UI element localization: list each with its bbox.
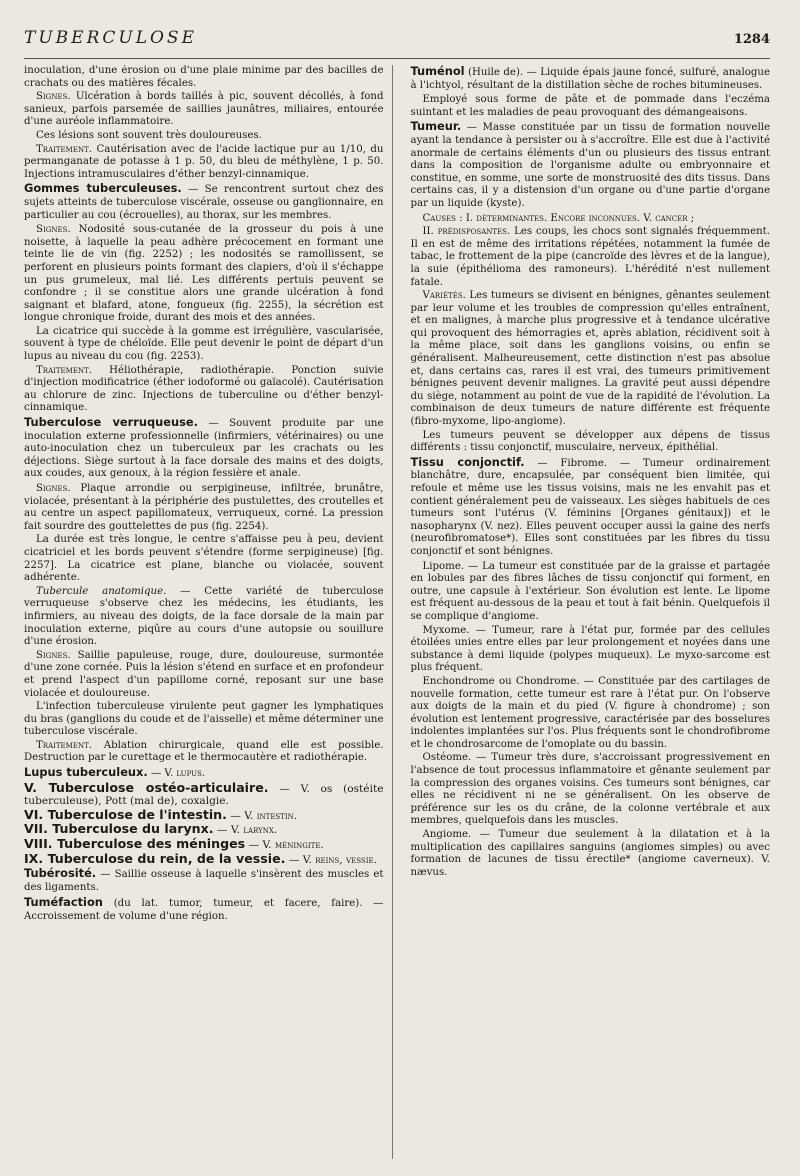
entry-tumeur bbox=[411, 120, 771, 210]
paragraph: Myxome. — Tumeur, rare à l'état pur, formée par des cellules étoilées unies entre elles par leur prolongement et noyées dans une substance à demi liquide (polypes muqueux). Le myxo-sarcome est plus fréquent. bbox=[410, 624, 770, 674]
text: — Souvent produite par une inoculation externe professionnelle (infirmiers, vétérinaires) ou une auto-inoculation chez un tuberculeux par les crachats ou les déjections. Siège surtout à la face dorsale des mains et des doigts, aux coudes, aux genoux, à la région fessière et anale. bbox=[24, 418, 384, 480]
text: — Saillie osseuse à laquelle s'insèrent des muscles et des ligaments. bbox=[24, 869, 384, 893]
text: Héliothérapie, radiothérapie. Ponction suivie d'injection modificatrice (éther iodoformé ou gaïacolé). Cautérisation au chlorure de zinc. Injections de tuberculine ou d'éther benzyl-cinnamique. bbox=[24, 364, 384, 414]
label: Signes. bbox=[36, 91, 71, 103]
label: Signes. bbox=[36, 224, 71, 236]
entry-tubercule-anatomique bbox=[24, 586, 384, 649]
paragraph bbox=[411, 290, 771, 429]
entry-verruqueuse bbox=[24, 416, 384, 481]
text: Les tumeurs se divisent en bénignes, gênantes seulement par leur volume et les troubles de compression qu'elles entraînent, et en malignes, à marche plus progressive et à tendance ulcérative qui provoquent des hémorragies et, après ablation, récidivent soit à la même place, soit dans les ganglions voisins, ou enfin se généralisent. Malheureusement, cette distinction n'est pas absolue et, dans certains cas, rares il est vrai, des tumeurs primitivement bénignes peuvent devenir malignes. La gravité peut aussi dépendre du siège, notamment au point de vue de la rapidité de l'évolution. La combinaison de deux tumeurs de nature différente est fréquente (fibro-myxome, lipo-angiome). bbox=[410, 290, 770, 428]
entry-tuberosite bbox=[24, 867, 384, 894]
entry-tumenol bbox=[411, 65, 771, 92]
text: — Cette variété de tuberculose verruqueuse s'observe chez les médecins, les étudiants, les infirmiers, au niveau des doigts, de la face dorsale de la main par inoculation externe, piqûre au cours d'une autopsie ou souillure d'une érosion. bbox=[24, 585, 384, 648]
entry-lupus bbox=[24, 766, 384, 781]
entry-heading: VIII. Tuberculose des méninges bbox=[24, 836, 246, 852]
paragraph bbox=[24, 740, 384, 765]
paragraph bbox=[411, 226, 771, 289]
text: — Se rencontrent surtout chez des sujets atteints de tuberculose viscérale, osseuse ou ganglionnaire, en particulier au cou (écrouelles), au thorax, sur les membres. bbox=[24, 184, 384, 221]
paragraph bbox=[24, 144, 384, 182]
entry-heading: V. Tuberculose ostéo-articulaire. bbox=[24, 779, 269, 795]
text: (Huile de). — Liquide épais jaune foncé, sulfuré, analogue à l'ichtyol, résultant de la distillation sèche de roches bitumineuses. bbox=[410, 67, 770, 91]
running-title: TUBERCULOSE bbox=[24, 28, 197, 48]
entry-heading: Tuménol bbox=[410, 65, 465, 78]
entry-heading: Tuberculose verruqueuse. bbox=[24, 415, 198, 430]
label: Signes. bbox=[36, 483, 71, 494]
paragraph: inoculation, d'une érosion ou d'une plaie minime par des bacilles de crachats ou des matières fécales. bbox=[24, 65, 384, 89]
paragraph: L'infection tuberculeuse virulente peut gagner les lymphatiques du bras (ganglions du coude et de l'aisselle) et même déterminer une tuberculose viscérale. bbox=[24, 701, 384, 738]
entry-heading: Tubercule anatomique. bbox=[36, 585, 167, 597]
page-header bbox=[24, 26, 770, 54]
paragraph: Ostéome. — Tumeur très dure, s'accroissant progressivement en l'absence de tout processus inflammatoire et gênante seulement par la compression des organes voisins. Ces tumeurs sont bénignes, car elles ne récidivent ni ne se généralisent. On les observe de préférence sur les os du crâne, de la colonne vertébrale et aux membres, quelquefois dans les muscles. bbox=[410, 752, 770, 827]
text: — Fibrome. — Tumeur ordinairement blanchâtre, dure, encapsulée, par conséquent bien limitée, qui refoule et même use les tissus voisins, mais ne les envahit pas et contient généralement peu de vaisseaux. Les sièges habituels de ces tumeurs sont l'utérus (V. féminins [Organes génitaux]) et le nasopharynx (V. nez). Elles peuvent occuper aussi la gaine des nerfs (neurofibromatose*). Elles sont constituées par les fibres du tissu conjonctif et sont bénignes. bbox=[410, 457, 770, 557]
paragraph: Employé sous forme de pâte et de pommade dans l'eczéma suintant et les maladies de peau provoquant des démangeaisons. bbox=[410, 94, 770, 118]
text: — V. méningite. bbox=[245, 839, 324, 852]
paragraph: Lipome. — La tumeur est constituée par de la graisse et partagée en lobules par des fibres lâches de tissu conjonctif qui forment, en outre, une capsule à l'extérieur. Son évolution est lente. Le lipome est fréquent au-dessous de la peau et tout à fait bénin. Quelquefois il se complique d'angiome. bbox=[410, 560, 770, 622]
paragraph: Ces lésions sont souvent très douloureuses. bbox=[36, 129, 262, 141]
text: Ulcération à bords taillés à pic, souvent décollés, à fond sanieux, parfois parsemée de saillies jaunâtres, miliaires, entourée d'une auréole inflammatoire. bbox=[24, 91, 384, 128]
label: Traitement. bbox=[36, 143, 92, 155]
text: Nodosité sous-cutanée de la grosseur du pois à une noisette, à laquelle la peau adhère précocement en formant une teinte lie de vin (fig. 2252) ; les nodosités se ramollissent, se perforent en plusieurs points formant des clapiers, d'où il s'échappe un pus grumeleux, mal lié. Les différents pertuis peuvent se confondre ; il se constitue alors une grande ulcération à fond saignant et blafard, atone, fongueux (fig. 2255), la sécrétion est longue chronique froide, durant des mois et des années. bbox=[24, 224, 384, 324]
paragraph: La cicatrice qui succède à la gomme est irrégulière, vascularisée, souvent à type de chéloïde. Elle peut devenir le point de départ d'un lupus au niveau du cou (fig. 2253). bbox=[24, 325, 384, 363]
paragraph: Angiome. — Tumeur due seulement à la dilatation et à la multiplication des capillaires sanguins (angiomes simples) ou avec formation de lacunes de tissu érectile* (angiome caverneux). V. nævus. bbox=[410, 829, 770, 878]
paragraph: La durée est très longue, le centre s'affaisse peu à peu, devient cicatriciel et les bords peuvent s'étendre (forme serpigineuse) [fig. 2257]. La cicatrice est plane, blanche ou violacée, souvent adhérente. bbox=[24, 534, 384, 584]
entry-heading: Tissu conjonctif. bbox=[410, 454, 525, 469]
text: Cautérisation avec de l'acide lactique pur au 1/10, du permanganate de potasse à 1 p. 50, du bleu de méthylène, 1 p. 50. Injections intramusculaires d'éther benzyl-cinnamique. bbox=[24, 143, 384, 180]
text: — V. intestin. bbox=[226, 809, 298, 822]
entry-heading: Gommes tuberculeuses. bbox=[24, 181, 182, 196]
entry-larynx bbox=[24, 823, 384, 837]
text: Plaque arrondie ou serpigineuse, infiltrée, brunâtre, violacée, présentant à la périphérie des pustulettes, des croutelles et au centre un aspect papillomateux, verruqueux, corné. La pression fait sourdre des gouttelettes de pus (fig. 2254). bbox=[24, 483, 384, 532]
entry-intestin bbox=[24, 806, 384, 823]
text-columns bbox=[24, 65, 770, 1159]
label: Traitement. bbox=[36, 739, 92, 751]
paragraph bbox=[24, 91, 384, 129]
entry-rein-vessie bbox=[24, 850, 384, 867]
text: — V. reins, vessie. bbox=[285, 853, 377, 866]
entry-meninges bbox=[24, 838, 384, 852]
entry-tumefaction bbox=[24, 896, 384, 923]
text: — V. larynx. bbox=[213, 824, 278, 837]
label: II. prédisposantes. bbox=[422, 226, 511, 238]
entry-heading: Tubérosité. bbox=[24, 866, 97, 881]
entry-heading: IX. Tuberculose du rein, de la vessie. bbox=[24, 850, 286, 866]
entry-heading: VII. Tuberculose du larynx. bbox=[24, 821, 214, 837]
entry-osteo-articulaire bbox=[24, 779, 384, 808]
paragraph: Causes : I. déterminantes. Encore inconnues. V. cancer ; bbox=[422, 212, 695, 224]
paragraph bbox=[24, 224, 384, 325]
page-number: 1284 bbox=[733, 32, 770, 47]
text: (du lat. tumor, tumeur, et facere, faire). — Accroissement de volume d'une région. bbox=[24, 898, 384, 922]
text: Les coups, les chocs sont signalés fréquemment. Il en est de même des irritations répétées, notamment la fumée de tabac, le frottement de la pipe (cancroïde des lèvres et de la langue), la suie (épithélioma des ramoneurs). L'hérédité n'est nullement fatale. bbox=[410, 226, 770, 288]
paragraph bbox=[24, 650, 384, 700]
paragraph bbox=[24, 483, 384, 533]
text: Ablation chirurgicale, quand elle est possible. Destruction par le curettage et le thermocautère et radiothérapie. bbox=[24, 739, 384, 764]
entry-heading: VI. Tuberculose de l'intestin. bbox=[24, 806, 227, 822]
entry-heading: Tumeur. bbox=[410, 119, 462, 134]
paragraph bbox=[24, 365, 384, 415]
entry-tissu-conjonctif bbox=[411, 456, 771, 559]
paragraph: Enchondrome ou Chondrome. — Constituée par des cartilages de nouvelle formation, cette tumeur est rare à l'état pur. On l'observe aux doigts de la main et du pied (V. figure à chondrome) ; son évolution est lentement progressive, caractérisée par des bosselures indolentes implantées sur l'os. Plus fréquents sont le chondrofibrome et le chondrosarcome de l'omoplate ou du bassin. bbox=[410, 675, 770, 750]
entry-heading: Tuméfaction bbox=[24, 895, 103, 910]
header-rule bbox=[24, 58, 770, 59]
left-column bbox=[24, 65, 393, 1159]
text: — V. os (ostéite tuberculeuse), Pott (mal de), coxalgie. bbox=[24, 782, 384, 808]
label: Signes. bbox=[36, 649, 71, 661]
entry-heading: Lupus tuberculeux. bbox=[24, 765, 148, 780]
label: Variétés. bbox=[422, 290, 466, 302]
right-column bbox=[411, 65, 771, 1159]
text: — Masse constituée par un tissu de formation nouvelle ayant la tendance à persister ou à s'accroître. Elle est due à l'activité anormale de certains éléments d'un ou plusieurs des tissus entrant dans la composition de l'organisme adulte ou embryonnaire et constitue, en somme, une sorte de monstruosité des dits tissus. Dans certains cas, il y a distension d'un organe ou d'une partie d'organe par un liquide (kyste). bbox=[410, 122, 770, 209]
label: Traitement. bbox=[36, 364, 92, 376]
text: — V. lupus. bbox=[147, 768, 206, 780]
entry-gommes bbox=[24, 182, 384, 222]
paragraph: Les tumeurs peuvent se développer aux dépens de tissus différents : tissu conjonctif, musculaire, nerveux, épithélial. bbox=[410, 429, 770, 454]
text: Saillie papuleuse, rouge, dure, douloureuse, surmontée d'une zone cornée. Puis la lésion s'étend en surface et en profondeur et prend l'aspect d'un papillome corné, reposant sur une base violacée et douloureuse. bbox=[24, 649, 384, 699]
